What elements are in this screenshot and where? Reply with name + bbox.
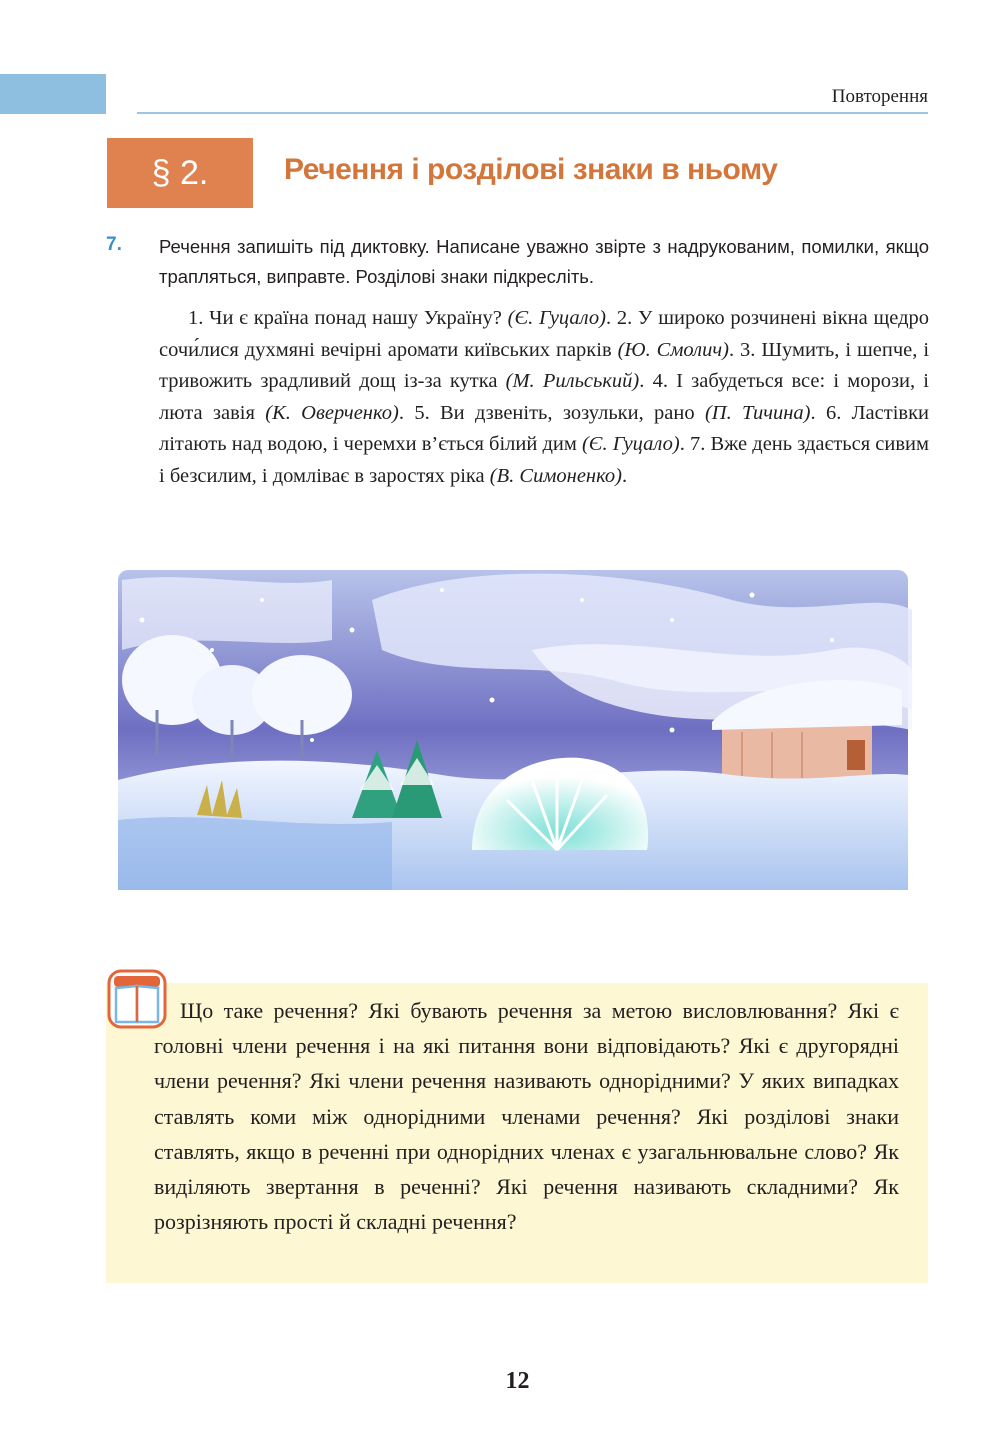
sentence: 7. Вже день здається сивим і безсилим, і домліває в заростях ріка (В. Симоненко). (159, 433, 929, 487)
sentence-source: (К. Оверченко) (265, 401, 399, 424)
exercise-instruction: Речення запишіть під диктовку. Написане уважно звірте з надрукованим, помилки, якщо трапляться, виправте. Розділові знаки підкресліть. (159, 236, 929, 287)
section-title: Речення і розділові знаки в ньому (284, 153, 778, 186)
sentence: 3. Шумить, і шепче, і тривожить зрадливий дощ із-за кутка (М. Рильський). (159, 338, 930, 392)
questions-text: Що таке речення? Які бувають речення за метою висловлювання? Які є головні члени речення і на які питання вони відповідають? Які є другорядні члени речення? Які члени речення називають однорідними? У яких випадках ставлять коми між однорідними членами речення? Які розділові знаки ставлять, якщо в реченні при однорідних членах є узагальнювальне слово? Як виділяють звертання в реченні? Які речення називають складними? Як розрізняють прості й складні речення? (154, 998, 899, 1235)
sentence: 5. Ви дзвеніть, зозульки, рано (П. Тичина). (414, 401, 826, 424)
winter-landscape-illustration (112, 560, 916, 900)
sentence: 1. Чи є країна понад нашу Україну? (Є. Гуцало). (188, 307, 617, 329)
exercise-number: 7. (106, 234, 122, 255)
header-tab-block (0, 74, 106, 114)
exercise-text (159, 303, 929, 492)
sentence-source: (В. Симоненко) (489, 464, 622, 487)
sentence-source: (П. Тичина) (704, 401, 811, 424)
sentence: 2. У широко розчинені вікна щедро сочи́лися духмяні вечірні аромати київських парків (Ю. Смолич). (159, 307, 930, 361)
running-head: Повторення (831, 86, 928, 107)
page-number: 12 (505, 1368, 530, 1394)
sentence-source: (Ю. Смолич) (617, 338, 729, 361)
sentence-source: (Є. Гуцало) (507, 307, 606, 329)
header-rule (137, 112, 928, 114)
sentence-source: (М. Рильський) (505, 370, 640, 392)
sentence-source: (Є. Гуцало) (581, 433, 680, 455)
sentence: 6. Ластівки літають над водою, і черемхи в’ється білий дим (Є. Гуцало). (159, 401, 930, 455)
section-number-badge: § 2. (107, 138, 253, 208)
sentence: 4. І забудеться все: і морози, і люта завія (К. Оверченко). (159, 370, 930, 424)
